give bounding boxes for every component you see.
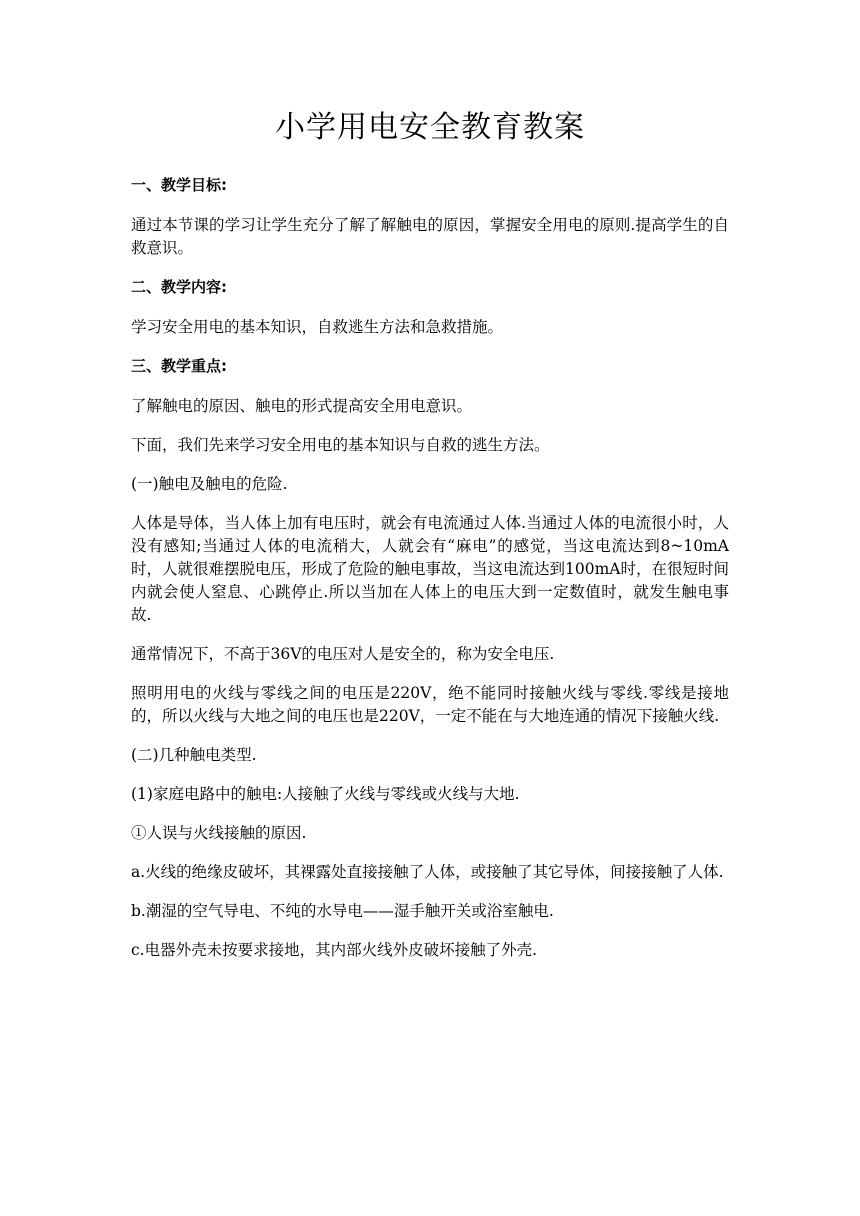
body-paragraph-2: 通常情况下，不高于36V的电压对人是安全的，称为安全电压. <box>131 645 555 663</box>
body-paragraph-7: b.潮湿的空气导电、不纯的水导电——湿手触开关或浴室触电. <box>131 902 554 920</box>
content-text: 学习安全用电的基本知识，自救逃生方法和急救措施。 <box>131 318 504 336</box>
objectives-text: 通过本节课的学习让学生充分了解了解触电的原因，掌握安全用电的原则.提高学生的自救意识。 <box>131 216 729 257</box>
document-title: 小学用电安全教育教案 <box>275 110 585 145</box>
body-paragraph-8: c.电器外壳未按要求接地，其内部火线外皮破坏接触了外壳. <box>131 941 538 959</box>
body-paragraph-5: ①人误与火线接触的原因. <box>131 824 307 842</box>
subsection-2-title: (二)几种触电类型. <box>131 746 257 764</box>
document-body <box>131 174 729 962</box>
body-paragraph-1: 人体是导体，当人体上加有电压时，就会有电流通过人体.当通过人体的电流很小时，人没有感知;当通过人体的电流稍大，人就会有“麻电”的感觉，当这电流达到8~10mA时，人就很难摆脱电压，形成了危险的触电事故，当这电流达到100mA时，在很短时间内就会使人窒息、心跳停止.所以当加在人体上的电压大到一定数值时，就发生触电事故. <box>131 514 729 624</box>
section-heading-objectives: 一、教学目标: <box>131 176 227 194</box>
subsection-1-title: (一)触电及触电的危险. <box>131 475 288 493</box>
section-heading-keypoints: 三、教学重点: <box>131 357 227 375</box>
intro-text: 下面，我们先来学习安全用电的基本知识与自救的逃生方法。 <box>131 436 550 454</box>
keypoints-text: 了解触电的原因、触电的形式提高安全用电意识。 <box>131 397 473 415</box>
body-paragraph-3: 照明用电的火线与零线之间的电压是220V，绝不能同时接触火线与零线.零线是接地的，所以火线与大地之间的电压也是220V，一定不能在与大地连通的情况下接触火线. <box>131 684 729 725</box>
document-page <box>131 106 729 978</box>
section-heading-content: 二、教学内容: <box>131 278 227 296</box>
body-paragraph-4: (1)家庭电路中的触电:人接触了火线与零线或火线与大地. <box>131 785 520 803</box>
body-paragraph-6: a.火线的绝缘皮破坏，其裸露处直接接触了人体，或接触了其它导体，间接接触了人体. <box>131 863 724 881</box>
